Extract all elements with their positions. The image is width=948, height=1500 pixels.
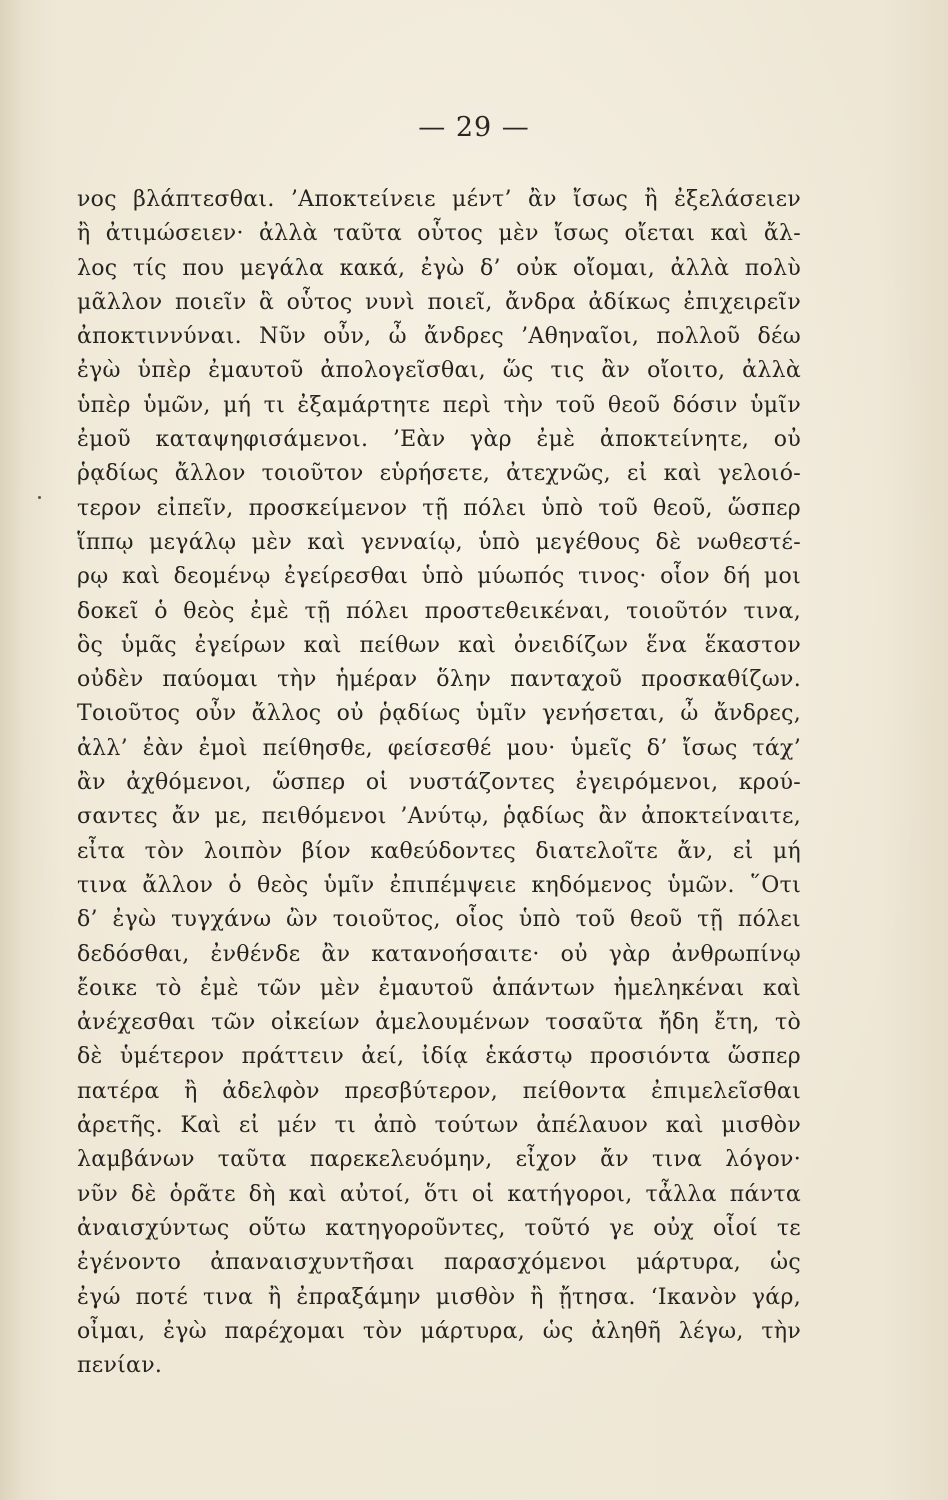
text-line: ἐμοῦ καταψηφισάμενοι. ’Εὰν γὰρ ἐμὲ ἀποκτείνητε, οὐ: [77, 427, 801, 453]
text-line: ἵππῳ μεγάλῳ μὲν καὶ γενναίῳ, ὑπὸ μεγέθους δὲ νωθεστέ-: [77, 529, 801, 555]
text-line: οἶμαι, ἐγὼ παρέχομαι τὸν μάρτυρα, ὡς ἀληθῆ λέγω, τὴν: [77, 1318, 801, 1344]
text-line: λαμβάνων ταῦτα παρεκελευόμην, εἶχον ἄν τινα λόγον·: [77, 1147, 801, 1173]
text-line: τερον εἰπεῖν, προσκείμενον τῇ πόλει ὑπὸ τοῦ θεοῦ, ὥσπερ: [77, 495, 801, 521]
text-line: εἶτα τὸν λοιπὸν βίον καθεύδοντες διατελοῖτε ἄν, εἰ μή: [77, 838, 801, 864]
text-line: δὲ ὑμέτερον πράττειν ἀεί, ἰδίᾳ ἑκάστῳ προσιόντα ὥσπερ: [77, 1044, 801, 1070]
text-line: οὐδὲν παύομαι τὴν ἡμέραν ὅλην πανταχοῦ προσκαθίζων.: [77, 667, 801, 693]
text-line: ἀρετῆς. Καὶ εἰ μέν τι ἀπὸ τούτων ἀπέλαυον καὶ μισθὸν: [77, 1113, 801, 1139]
text-line: ῥᾳδίως ἄλλον τοιοῦτον εὑρήσετε, ἀτεχνῶς, εἰ καὶ γελοιό-: [77, 461, 801, 487]
text-line: νῦν δὲ ὁρᾶτε δὴ καὶ αὐτοί, ὅτι οἱ κατήγοροι, τἆλλα πάντα: [77, 1181, 801, 1207]
text-line: ἐγὼ ὑπὲρ ἐμαυτοῦ ἀπολογεῖσθαι, ὥς τις ἂν οἴοιτο, ἀλλὰ: [77, 358, 801, 384]
text-line: μᾶλλον ποιεῖν ἃ οὗτος νυνὶ ποιεῖ, ἄνδρα ἀδίκως ἐπιχειρεῖν: [77, 289, 801, 315]
text-line: λος τίς που μεγάλα κακά, ἐγὼ δ’ οὐκ οἴομαι, ἀλλὰ πολὺ: [77, 255, 801, 281]
text-line: ρῳ καὶ δεομένῳ ἐγείρεσθαι ὑπὸ μύωπός τινος· οἷον δή μοι: [77, 564, 801, 590]
page-number: — 29 —: [418, 112, 530, 143]
text-line: ἐγώ ποτέ τινα ἢ ἐπραξάμην μισθὸν ἢ ᾔτησα. ‘Ικανὸν γάρ,: [77, 1284, 801, 1310]
ink-speck: [38, 496, 41, 499]
text-line: πενίαν.: [77, 1353, 163, 1379]
text-line: ἀνέχεσθαι τῶν οἰκείων ἀμελουμένων τοσαῦτα ἤδη ἔτη, τὸ: [77, 1010, 801, 1036]
text-line: ἀλλ’ ἐὰν ἐμοὶ πείθησθε, φείσεσθέ μου· ὑμεῖς δ’ ἴσως τάχ’: [77, 735, 801, 761]
text-line: δ’ ἐγὼ τυγχάνω ὢν τοιοῦτος, οἷος ὑπὸ τοῦ θεοῦ τῇ πόλει: [77, 907, 801, 933]
text-line: ἢ ἀτιμώσειεν· ἀλλὰ ταῦτα οὗτος μὲν ἴσως οἴεται καὶ ἄλ-: [77, 221, 801, 247]
text-line: ἀποκτιννύναι. Νῦν οὖν, ὦ ἄνδρες ’Αθηναῖοι, πολλοῦ δέω: [77, 324, 801, 350]
text-line: Τοιοῦτος οὖν ἄλλος οὐ ῥᾳδίως ὑμῖν γενήσεται, ὦ ἄνδρες,: [77, 701, 801, 727]
text-line: δοκεῖ ὁ θεὸς ἐμὲ τῇ πόλει προστεθεικέναι, τοιοῦτόν τινα,: [77, 598, 801, 624]
text-line: πατέρα ἢ ἀδελφὸν πρεσβύτερον, πείθοντα ἐπιμελεῖσθαι: [77, 1078, 801, 1104]
text-line: ὃς ὑμᾶς ἐγείρων καὶ πείθων καὶ ὀνειδίζων ἕνα ἕκαστον: [77, 632, 801, 658]
body-text: [77, 183, 801, 1383]
text-line: δεδόσθαι, ἐνθένδε ἂν κατανοήσαιτε· οὐ γὰρ ἀνθρωπίνῳ: [77, 941, 801, 967]
text-line: ἐγένοντο ἀπαναισχυντῆσαι παρασχόμενοι μάρτυρα, ὡς: [77, 1250, 801, 1276]
text-line: ἂν ἀχθόμενοι, ὥσπερ οἱ νυστάζοντες ἐγειρόμενοι, κρού-: [77, 770, 801, 796]
text-line: νος βλάπτεσθαι. ’Αποκτείνειε μέντ’ ἂν ἴσως ἢ ἐξελάσειεν: [77, 187, 801, 212]
text-line: σαντες ἄν με, πειθόμενοι ’Ανύτῳ, ῥᾳδίως ἂν ἀποκτείναιτε,: [77, 804, 801, 830]
text-line: ἔοικε τὸ ἐμὲ τῶν μὲν ἐμαυτοῦ ἁπάντων ἠμεληκέναι καὶ: [77, 975, 801, 1001]
text-line: ἀναισχύντως οὕτω κατηγοροῦντες, τοῦτό γε οὐχ οἷοί τε: [77, 1215, 801, 1241]
text-line: τινα ἄλλον ὁ θεὸς ὑμῖν ἐπιπέμψειε κηδόμενος ὑμῶν. ῞Οτι: [77, 872, 801, 898]
text-line: ὑπὲρ ὑμῶν, μή τι ἐξαμάρτητε περὶ τὴν τοῦ θεοῦ δόσιν ὑμῖν: [77, 392, 801, 418]
